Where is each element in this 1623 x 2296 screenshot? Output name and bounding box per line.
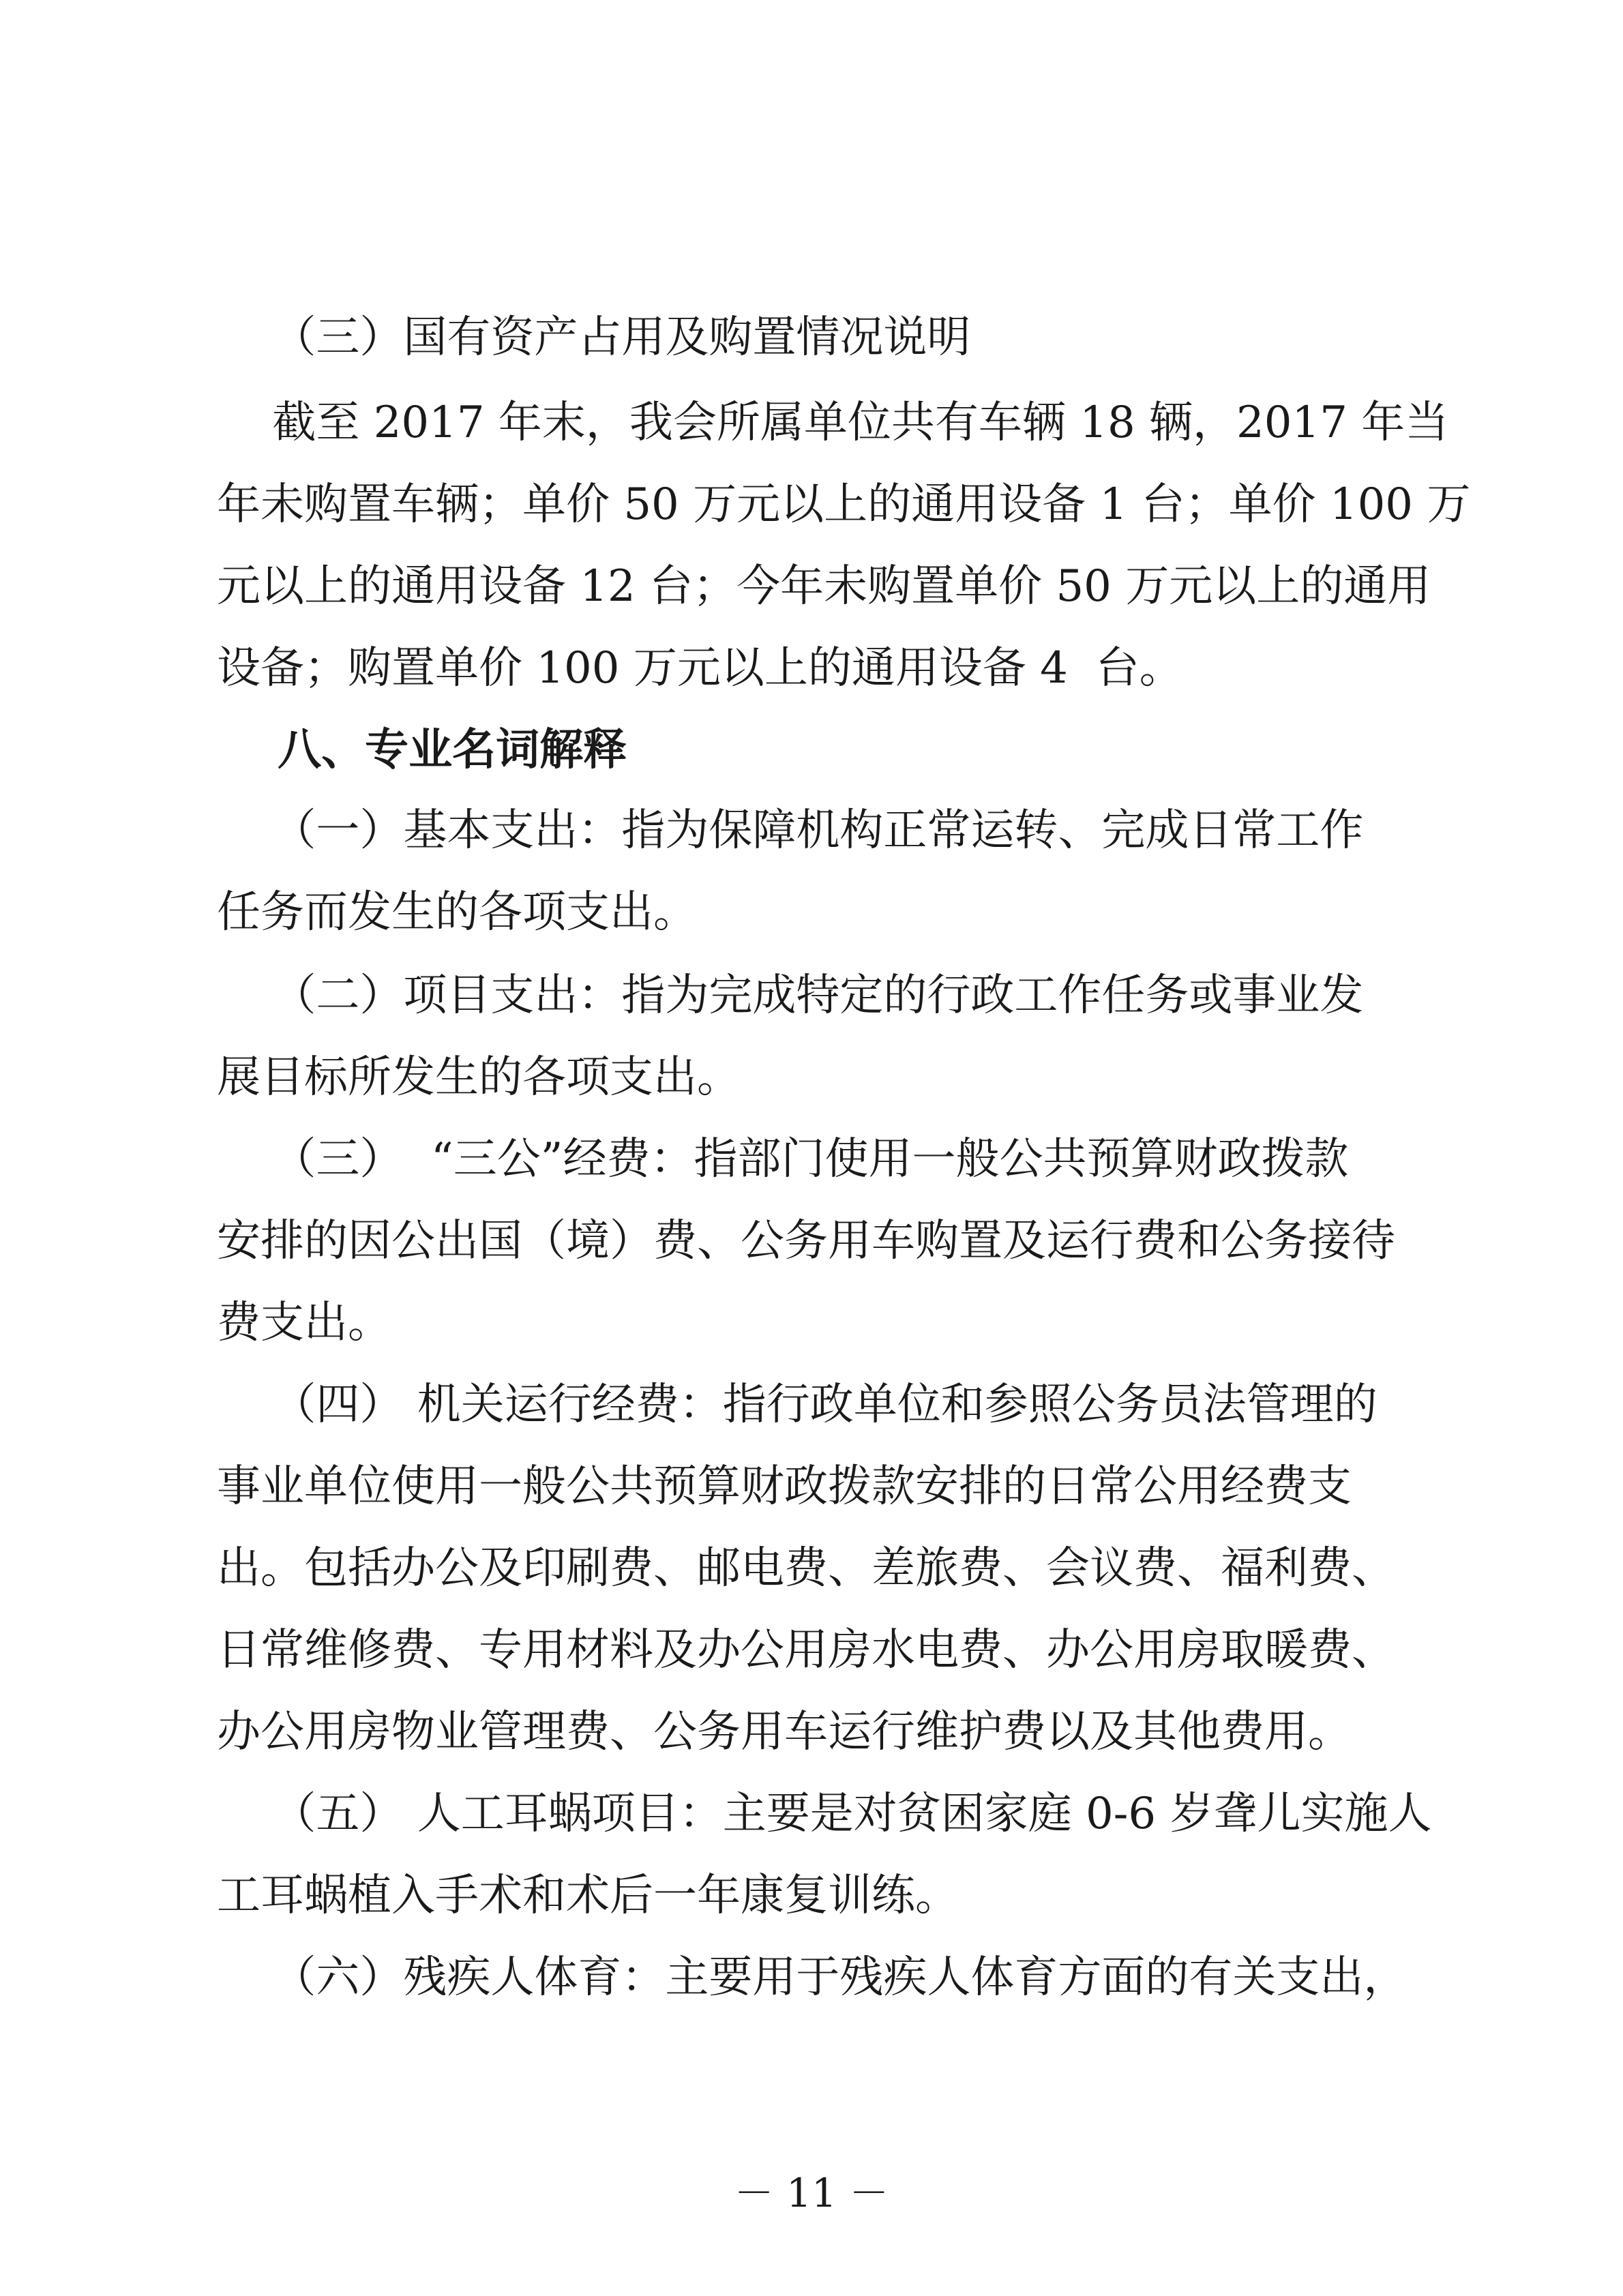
paragraph-line: （五） 人工耳蜗项目：主要是对贫困家庭 0-6 岁聋儿实施人 xyxy=(217,1789,1432,1839)
paragraph-line: 安排的因公出国（境）费、公务用车购置及运行费和公务接待 xyxy=(217,1216,1395,1266)
section-heading-assets: （三）国有资产占用及购置情况说明 xyxy=(217,312,971,363)
paragraph-line: 办公用房物业管理费、公务用车运行维护费以及其他费用。 xyxy=(217,1707,1352,1757)
paragraph-line: （三） “三公”经费：指部门使用一般公共预算财政拨款 xyxy=(217,1134,1349,1184)
paragraph-line: 出。包括办公及印刷费、邮电费、差旅费、会议费、福利费、 xyxy=(217,1543,1395,1594)
paragraph-line: 元以上的通用设备 12 台；今年未购置单价 50 万元以上的通用 xyxy=(217,561,1431,612)
paragraph-line: （六）残疾人体育：主要用于残疾人体育方面的有关支出， xyxy=(217,1952,1408,2003)
section-heading-glossary: 八、专业名词解释 xyxy=(217,725,627,775)
paragraph-line: 任务而发生的各项支出。 xyxy=(217,887,697,938)
paragraph-line: 费支出。 xyxy=(217,1298,391,1348)
paragraph-line: 展目标所发生的各项支出。 xyxy=(217,1052,741,1103)
paragraph-line: 工耳蜗植入手术和术后一年康复训练。 xyxy=(217,1870,959,1921)
paragraph-line: 截至 2017 年末，我会所属单位共有车辆 18 辆，2017 年当 xyxy=(217,398,1449,448)
paragraph-line: 事业单位使用一般公共预算财政拨款安排的日常公用经费支 xyxy=(217,1461,1352,1512)
page-number: － 11 － xyxy=(734,2170,889,2216)
paragraph-line: （四） 机关运行经费：指行政单位和参照公务员法管理的 xyxy=(217,1380,1378,1430)
paragraph-line: 年未购置车辆；单价 50 万元以上的通用设备 1 台；单价 100 万 xyxy=(217,479,1471,530)
paragraph-line: 日常维修费、专用材料及办公用房水电费、办公用房取暖费、 xyxy=(217,1625,1395,1675)
paragraph-line: （一）基本支出：指为保障机构正常运转、完成日常工作 xyxy=(217,805,1364,856)
paragraph-line: 设备；购置单价 100 万元以上的通用设备 4 台。 xyxy=(217,643,1183,694)
paragraph-line: （二）项目支出：指为完成特定的行政工作任务或事业发 xyxy=(217,970,1364,1021)
